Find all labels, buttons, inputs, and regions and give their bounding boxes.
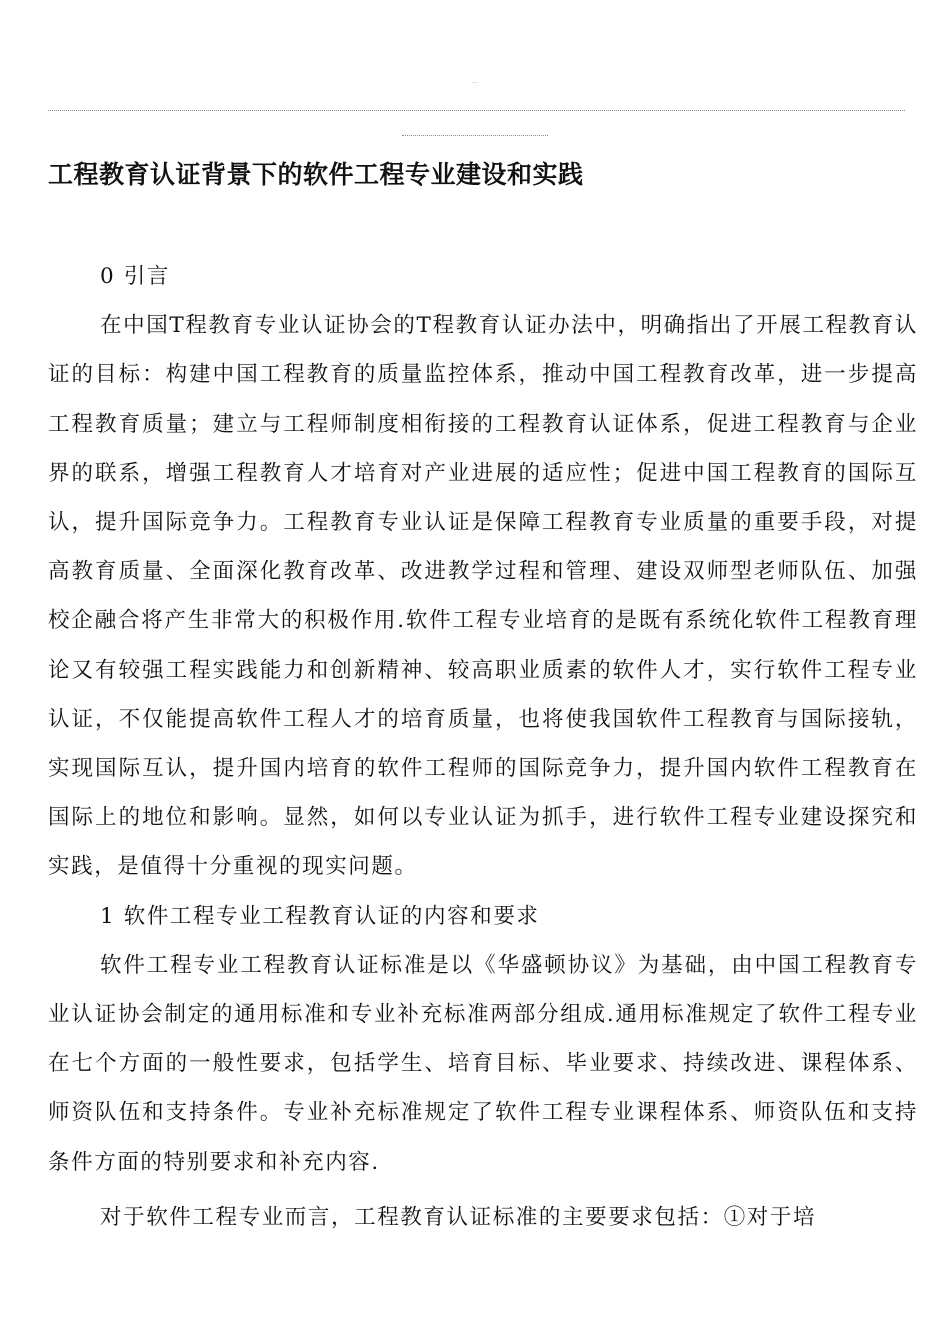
- header-divider-short: [402, 135, 548, 136]
- section-heading-requirements: 1 软件工程专业工程教育认证的内容和要求: [100, 903, 540, 929]
- paragraph-main-requirements: 对于软件工程专业而言，工程教育认证标准的主要要求包括：①对于培: [100, 1204, 817, 1230]
- document-title: 工程教育认证背景下的软件工程专业建设和实践: [48, 160, 584, 189]
- header-mark: ...: [472, 78, 478, 85]
- paragraph-standards: 软件工程专业工程教育认证标准是以《华盛顿协议》为基础，由中国工程教育专业认证协会制定的通用标准和专业补充标准两部分组成.通用标准规定了软件工程专业在七个方面的一般性要求，包括学生、培育目标、毕业要求、持续改进、课程体系、师资队伍和支持条件。专业补充标准规定了软件工程专业课程体系、师资队伍和支持条件方面的特别要求和补充内容.: [48, 952, 918, 1175]
- section-heading-intro: 0 引言: [100, 264, 170, 289]
- document-body: [48, 252, 918, 1242]
- paragraph-intro: 在中国T程教育专业认证协会的T程教育认证办法中，明确指出了开展工程教育认证的目标：构建中国工程教育的质量监控体系，推动中国工程教育改革，进一步提高工程教育质量；建立与工程师制度相衔接的工程教育认证体系，促进工程教育与企业界的联系，增强工程教育人才培育对产业进展的适应性；促进中国工程教育的国际互认，提升国际竞争力。工程教育专业认证是保障工程教育专业质量的重要手段，对提高教育质量、全面深化教育改革、改进教学过程和管理、建设双师型老师队伍、加强校企融合将产生非常大的积极作用.软件工程专业培育的是既有系统化软件工程教育理论又有较强工程实践能力和创新精神、较高职业质素的软件人才，实行软件工程专业认证，不仅能提高软件工程人才的培育质量，也将使我国软件工程教育与国际接轨，实现国际互认，提升国内培育的软件工程师的国际竞争力，提升国内软件工程教育在国际上的地位和影响。显然，如何以专业认证为抓手，进行软件工程专业建设探究和实践，是值得十分重视的现实问题。: [48, 313, 918, 880]
- header-divider: [48, 110, 905, 111]
